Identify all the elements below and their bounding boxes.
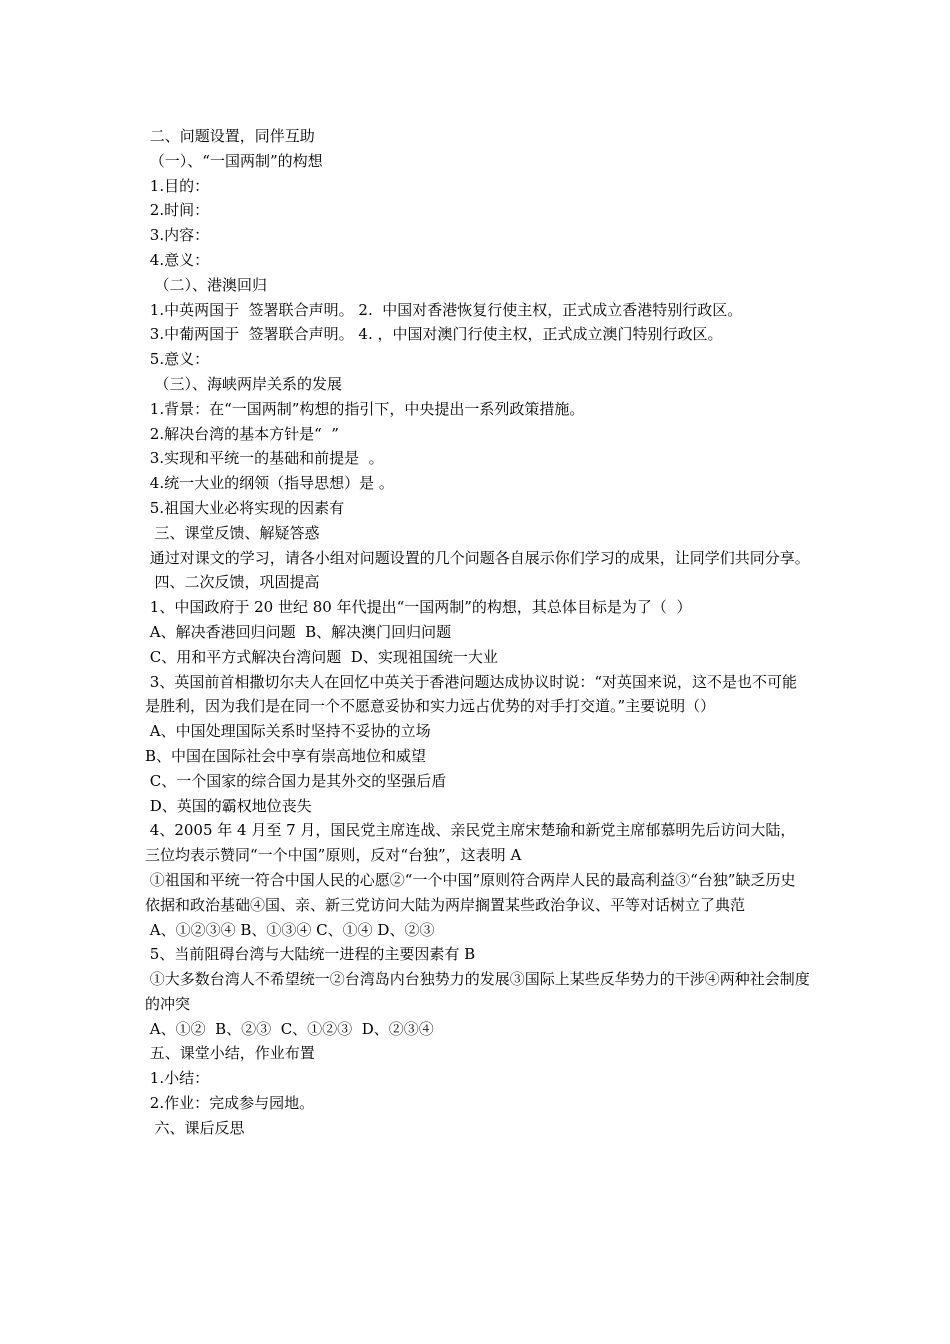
question-3: 3、英国前首相撒切尔夫人在回忆中英关于香港问题达成协议时说：“对英国来说，这不是也不可能是胜利，因为我们是在同一个不愿意妥协和实力远占优势的对手打交道。”主要说明（）: [145, 672, 797, 716]
question-option: A、中国处理国际关系时坚持不妥协的立场: [145, 722, 431, 741]
question-option: D、英国的霸权地位丧失: [145, 796, 312, 815]
text-line: 5.意义：: [145, 350, 210, 369]
question-4: 4、2005 年 4 月至 7 月，国民党主席连战、亲民党主席宋楚瑜和新党主席郁慕明先后访问大陆，三位均表示赞同“一个中国”原则，反对“台独”，这表明 A: [145, 821, 796, 865]
text-line: 3.内容：: [145, 226, 210, 245]
text-line: 2.作业：完成参与园地。: [145, 1094, 315, 1113]
question-option: B、中国在国际社会中享有崇高地位和威望: [145, 746, 427, 765]
text-line: 2.解决台湾的基本方针是“ ”: [145, 424, 339, 443]
question-5: 5、当前阻碍台湾与大陆统一进程的主要因素有 B: [145, 945, 476, 964]
text-line: 3.实现和平统一的基础和前提是 。: [145, 449, 384, 468]
text-line: 1.背景：在“一国两制”构想的指引下，中央提出一系列政策措施。: [145, 399, 585, 418]
text-line: 4.统一大业的纲领（指导思想）是 。: [145, 474, 394, 493]
text-line: 3.中葡两国于 签署联合声明。 4. ，中国对澳门行使主权，正式成立澳门特别行政区。: [145, 325, 723, 344]
text-line: 2.时间：: [145, 201, 210, 220]
question-statements: ①祖国和平统一符合中国人民的心愿②“一个中国”原则符合两岸人民的最高利益③“台独”缺乏历史依据和政治基础④国、亲、新三党访问大陆为两岸搁置某些政治争议、平等对话树立了典范: [145, 870, 796, 914]
text-line: 5.祖国大业必将实现的因素有: [145, 498, 345, 517]
section-heading-6: 六、课后反思: [145, 1118, 245, 1137]
subheading-1: （一）、“一国两制”的构想: [145, 151, 323, 170]
paragraph: 通过对课文的学习，请各小组对问题设置的几个问题各自展示你们学习的成果，让同学们共同分享。: [145, 548, 810, 567]
question-statements: ①大多数台湾人不希望统一②台湾岛内台独势力的发展③国际上某些反华势力的干涉④两种社会制度的冲突: [145, 970, 810, 1013]
text-line: 1.中英两国于 签署联合声明。 2. 中国对香港恢复行使主权，正式成立香港特别行政区。: [145, 300, 743, 319]
text-line: 1.小结：: [145, 1069, 210, 1088]
section-heading-2: 二、问题设置，同伴互助: [145, 127, 315, 145]
section-heading-5: 五、课堂小结，作业布置: [145, 1044, 315, 1063]
document-body: [145, 124, 810, 1141]
subheading-2: （二）、港澳回归: [145, 275, 268, 294]
question-options: A、①②③④ B、①③④ C、①④ D、②③: [145, 920, 435, 939]
subheading-3: （三）、海峡两岸关系的发展: [145, 374, 343, 393]
section-heading-4: 四、二次反馈，巩固提高: [145, 573, 320, 592]
question-options: A、①② B、②③ C、①②③ D、②③④: [145, 1019, 434, 1038]
text-line: 1.目的：: [145, 176, 210, 195]
question-option: C、一个国家的综合国力是其外交的坚强后盾: [145, 771, 447, 790]
section-heading-3: 三、课堂反馈、解疑答惑: [145, 523, 320, 542]
question-options: A、解决香港回归问题 B、解决澳门回归问题: [145, 622, 452, 641]
question-options: C、用和平方式解决台湾问题 D、实现祖国统一大业: [145, 647, 498, 666]
text-line: 4.意义：: [145, 250, 210, 269]
question-1: 1、中国政府于 20 世纪 80 年代提出“一国两制”的构想，其总体目标是为了（ ）: [145, 598, 692, 617]
